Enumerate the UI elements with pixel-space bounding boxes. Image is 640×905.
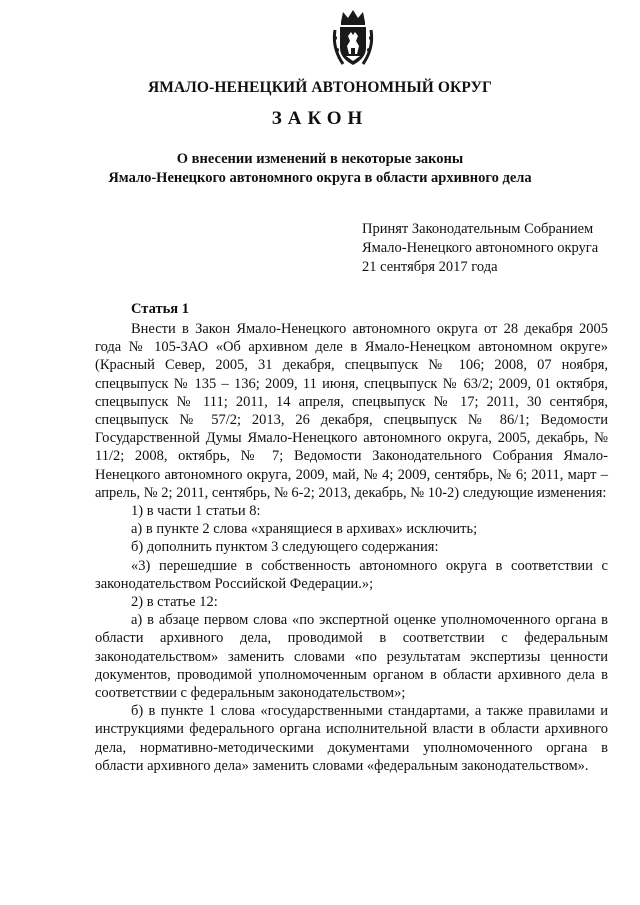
article-paragraph: Внести в Закон Ямало-Ненецкого автономного округа от 28 декабря 2005 года № 105-ЗАО «Об архивном деле в Ямало-Ненецком автономном округе» (Красный Север, 2005, 31 декабря, спецвыпуск № 106; 2008, 07 ноября, спецвыпуск № 135 – 136; 2009, 11 июня, спецвыпуск № 63/2; 2009, 01 октября, спецвыпуск № 111; 2011, 14 апреля, спецвыпуск № 17; 2011, 30 сентября, спецвыпуск № 57/2; 2013, 26 декабря, спецвыпуск № 86/1; Ведомости Государственной Думы Ямало-Ненецкого автономного округа, 2005, декабрь, № 11/2; 2008, октябрь, № 7; Ведомости Законодательного Собрания Ямало-Ненецкого автономного округа, 2009, май, № 4; 2009, сентябрь, № 6; 2011, март – апрель, № 2; 2011, сентябрь, № 6-2; 2013, декабрь, № 10-2) следующие изменения:: [95, 321, 608, 501]
article-paragraph: а) в абзаце первом слова «по экспертной оценке уполномоченного органа в области архивного дела, проводимой в соответствии с федеральным законодательством» заменить словами «по результатам экспертизы ценности документов, проводимой уполномоченным органом в области архивного дела в соответствии с федеральным законодательством»;: [95, 612, 608, 702]
document-type: ЗАКОН: [271, 108, 369, 129]
article-paragraph: б) в пункте 1 слова «государственными стандартами, а также правилами и инструкциями федерального органа исполнительной власти в области архивного дела, нормативно-методическими документами уполномоченного органа в области архивного дела» заменить словами «федеральным законодательством».: [95, 703, 608, 774]
document-title-line: Ямало-Ненецкого автономного округа в области архивного дела: [108, 170, 532, 186]
article-paragraph: «3) перешедшие в собственность автономного округа в соответствии с законодательством Российской Федерации.»;: [95, 557, 608, 592]
adoption-date: 21 сентября 2017 года: [362, 259, 498, 275]
region-name: ЯМАЛО-НЕНЕЦКИЙ АВТОНОМНЫЙ ОКРУГ: [147, 79, 493, 96]
article-paragraph: 2) в статье 12:: [131, 594, 218, 611]
article-paragraph: а) в пункте 2 слова «хранящиеся в архивах» исключить;: [131, 521, 478, 538]
article-heading: Статья 1: [131, 301, 189, 317]
article-paragraph: б) дополнить пунктом 3 следующего содержания:: [131, 539, 439, 556]
coat-of-arms-icon: [331, 8, 375, 68]
document-title: [0, 150, 640, 188]
adoption-note: [362, 220, 598, 277]
adoption-note-line: Принят Законодательным Собранием: [362, 221, 594, 237]
article-body: [95, 300, 608, 775]
document-title-line: О внесении изменений в некоторые законы: [176, 151, 464, 167]
article-paragraph: 1) в части 1 статьи 8:: [131, 503, 261, 520]
adoption-note-line: Ямало-Ненецкого автономного округа: [362, 240, 599, 256]
